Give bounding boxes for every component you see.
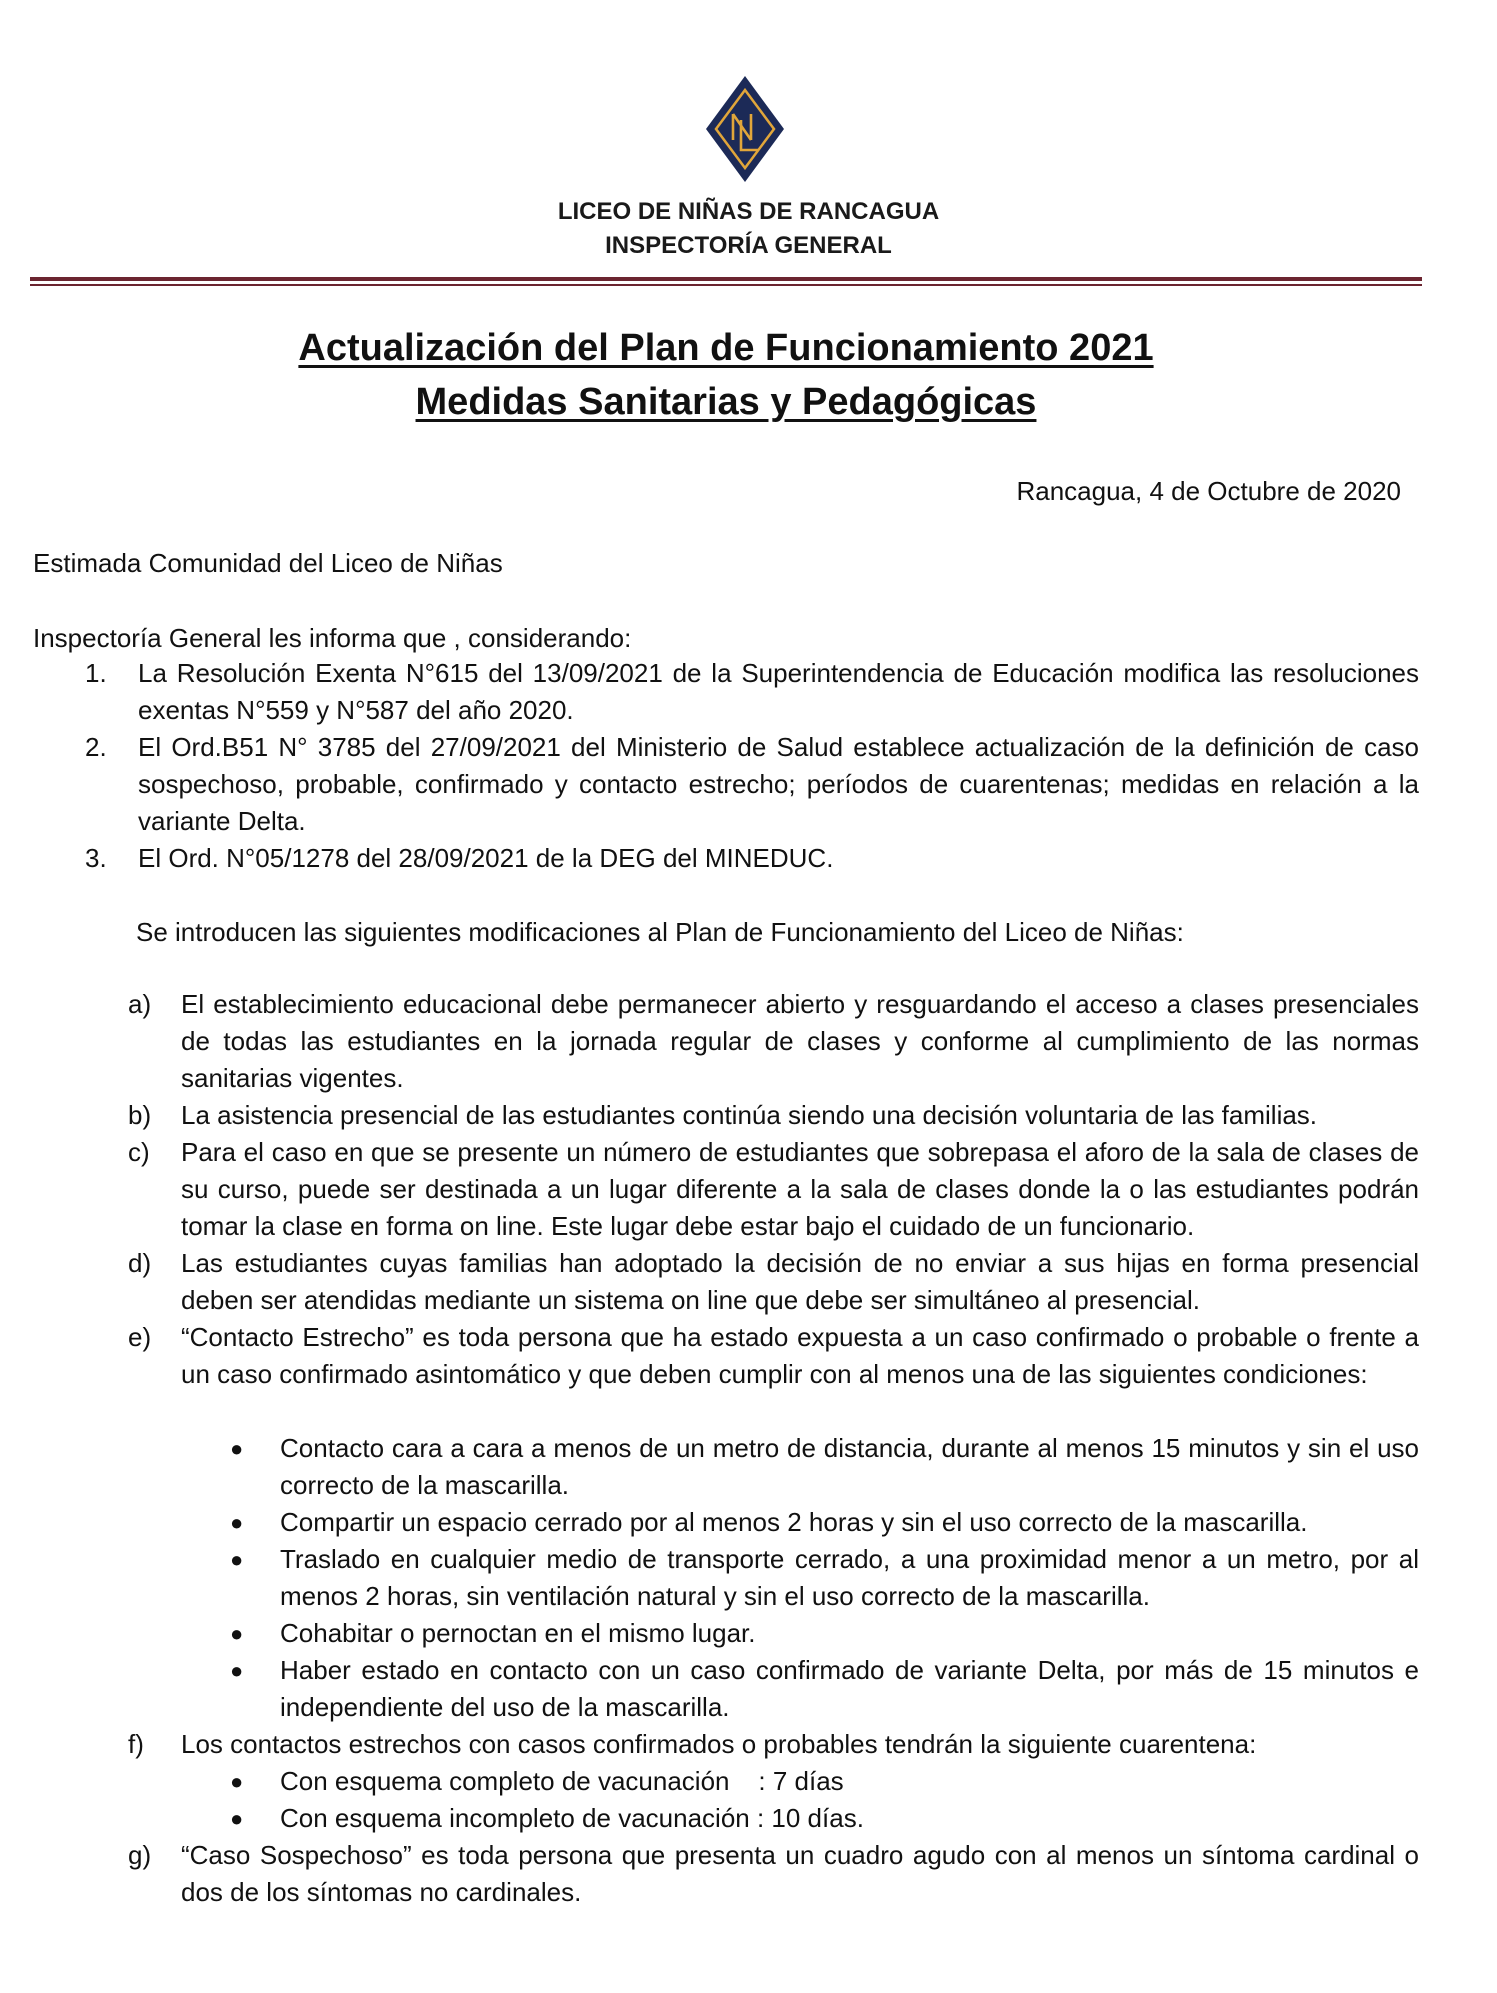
list-item bbox=[128, 1245, 1419, 1319]
list-item-text: “Contacto Estrecho” es toda persona que ha estado expuesta a un caso confirmado o probable o frente a un caso confirmado asintomático y que deben cumplir con al menos una de las siguientes condiciones: bbox=[181, 1322, 1419, 1389]
list-marker: 2. bbox=[85, 732, 107, 762]
list-item bbox=[128, 1726, 1419, 1763]
list-item bbox=[128, 1837, 1419, 1911]
header-divider-thin bbox=[30, 284, 1422, 286]
list-item-text: La Resolución Exenta N°615 del 13/09/2021 de la Superintendencia de Educación modifica las resoluciones exentas N°559 y N°587 del año 2020. bbox=[138, 658, 1419, 725]
list-marker: d) bbox=[128, 1248, 152, 1278]
bullet-item bbox=[230, 1430, 1419, 1504]
bullet-icon: ● bbox=[230, 1806, 244, 1831]
bullet-item-text: Con esquema incompleto de vacunación : 10 días. bbox=[280, 1803, 864, 1833]
list-item bbox=[85, 729, 1419, 840]
list-item-text: La asistencia presencial de las estudiantes continúa siendo una decisión voluntaria de las familias. bbox=[181, 1100, 1318, 1130]
list-marker: b) bbox=[128, 1100, 152, 1130]
list-item-text: Para el caso en que se presente un número de estudiantes que sobrepasa el aforo de la sala de clases de su curso, puede ser destinada a un lugar diferente a la sala de clases donde la o las estudiantes podrán tomar la clase en forma on line. Este lugar debe estar bajo el cuidado de un funcionario. bbox=[181, 1137, 1419, 1241]
document-subtitle: Medidas Sanitarias y Pedagógicas bbox=[415, 381, 1037, 423]
list-item bbox=[128, 1319, 1419, 1393]
bullet-icon: ● bbox=[230, 1547, 244, 1572]
bullet-item bbox=[230, 1763, 1419, 1800]
greeting: Estimada Comunidad del Liceo de Niñas bbox=[33, 548, 503, 578]
list-marker: f) bbox=[128, 1729, 144, 1759]
list-marker: a) bbox=[128, 989, 152, 1019]
bullet-item bbox=[230, 1800, 1419, 1837]
document-title: Actualización del Plan de Funcionamiento 2021 bbox=[298, 327, 1154, 369]
document-date: Rancagua, 4 de Octubre de 2020 bbox=[1016, 476, 1401, 506]
bullet-icon: ● bbox=[230, 1510, 244, 1535]
bullet-item bbox=[230, 1652, 1419, 1726]
bullet-icon: ● bbox=[230, 1436, 244, 1461]
list-item-text: El establecimiento educacional debe permanecer abierto y resguardando el acceso a clases presenciales de todas las estudiantes en la jornada regular de clases y conforme al cumplimiento de las normas sanitarias vigentes. bbox=[181, 989, 1419, 1093]
school-logo bbox=[704, 74, 786, 184]
bullet-item bbox=[230, 1541, 1419, 1615]
department-name: INSPECTORÍA GENERAL bbox=[605, 232, 892, 259]
bullet-item-text: Traslado en cualquier medio de transporte cerrado, a una proximidad menor a un metro, por al menos 2 horas, sin ventilación natural y sin el uso correcto de la mascarilla. bbox=[280, 1544, 1419, 1611]
list-item-text: “Caso Sospechoso” es toda persona que presenta un cuadro agudo con al menos un síntoma cardinal o dos de los síntomas no cardinales. bbox=[181, 1840, 1419, 1907]
list-marker: 3. bbox=[85, 843, 107, 873]
list-marker: 1. bbox=[85, 658, 107, 688]
bullet-item bbox=[230, 1615, 1419, 1652]
bullet-icon: ● bbox=[230, 1621, 244, 1646]
list-item bbox=[85, 840, 1419, 877]
modifications-intro: Se introducen las siguientes modificaciones al Plan de Funcionamiento del Liceo de Niñas: bbox=[136, 917, 1184, 947]
institution-name: LICEO DE NIÑAS DE RANCAGUA bbox=[557, 198, 940, 225]
list-item-text: El Ord.B51 N° 3785 del 27/09/2021 del Ministerio de Salud establece actualización de la definición de caso sospechoso, probable, confirmado y contacto estrecho; períodos de cuarentenas; medidas en relación a la variante Delta. bbox=[138, 732, 1419, 836]
bullet-item-text: Cohabitar o pernoctan en el mismo lugar. bbox=[280, 1618, 756, 1648]
list-item-text: Las estudiantes cuyas familias han adoptado la decisión de no enviar a sus hijas en forma presencial deben ser atendidas mediante un sistema on line que debe ser simultáneo al presencial. bbox=[181, 1248, 1419, 1315]
list-item bbox=[128, 986, 1419, 1097]
bullet-icon: ● bbox=[230, 1658, 244, 1683]
list-item-text: Los contactos estrechos con casos confirmados o probables tendrán la siguiente cuarentena: bbox=[181, 1729, 1257, 1759]
bullet-icon: ● bbox=[230, 1769, 244, 1794]
list-marker: c) bbox=[128, 1137, 150, 1167]
bullet-item-text: Haber estado en contacto con un caso confirmado de variante Delta, por más de 15 minutos e independiente del uso de la mascarilla. bbox=[280, 1655, 1419, 1722]
intro-text: Inspectoría General les informa que , considerando: bbox=[33, 623, 632, 653]
list-marker: g) bbox=[128, 1840, 152, 1870]
list-item bbox=[85, 655, 1419, 729]
bullet-item-text: Con esquema completo de vacunación : 7 días bbox=[280, 1766, 844, 1796]
list-item bbox=[128, 1134, 1419, 1245]
bullet-item-text: Contacto cara a cara a menos de un metro de distancia, durante al menos 15 minutos y sin el uso correcto de la mascarilla. bbox=[280, 1433, 1419, 1500]
list-item-text: El Ord. N°05/1278 del 28/09/2021 de la DEG del MINEDUC. bbox=[138, 843, 834, 873]
list-marker: e) bbox=[128, 1322, 152, 1352]
header-divider bbox=[30, 277, 1422, 281]
bullet-item-text: Compartir un espacio cerrado por al menos 2 horas y sin el uso correcto de la mascarilla. bbox=[280, 1507, 1308, 1537]
list-item bbox=[128, 1097, 1419, 1134]
bullet-item bbox=[230, 1504, 1419, 1541]
